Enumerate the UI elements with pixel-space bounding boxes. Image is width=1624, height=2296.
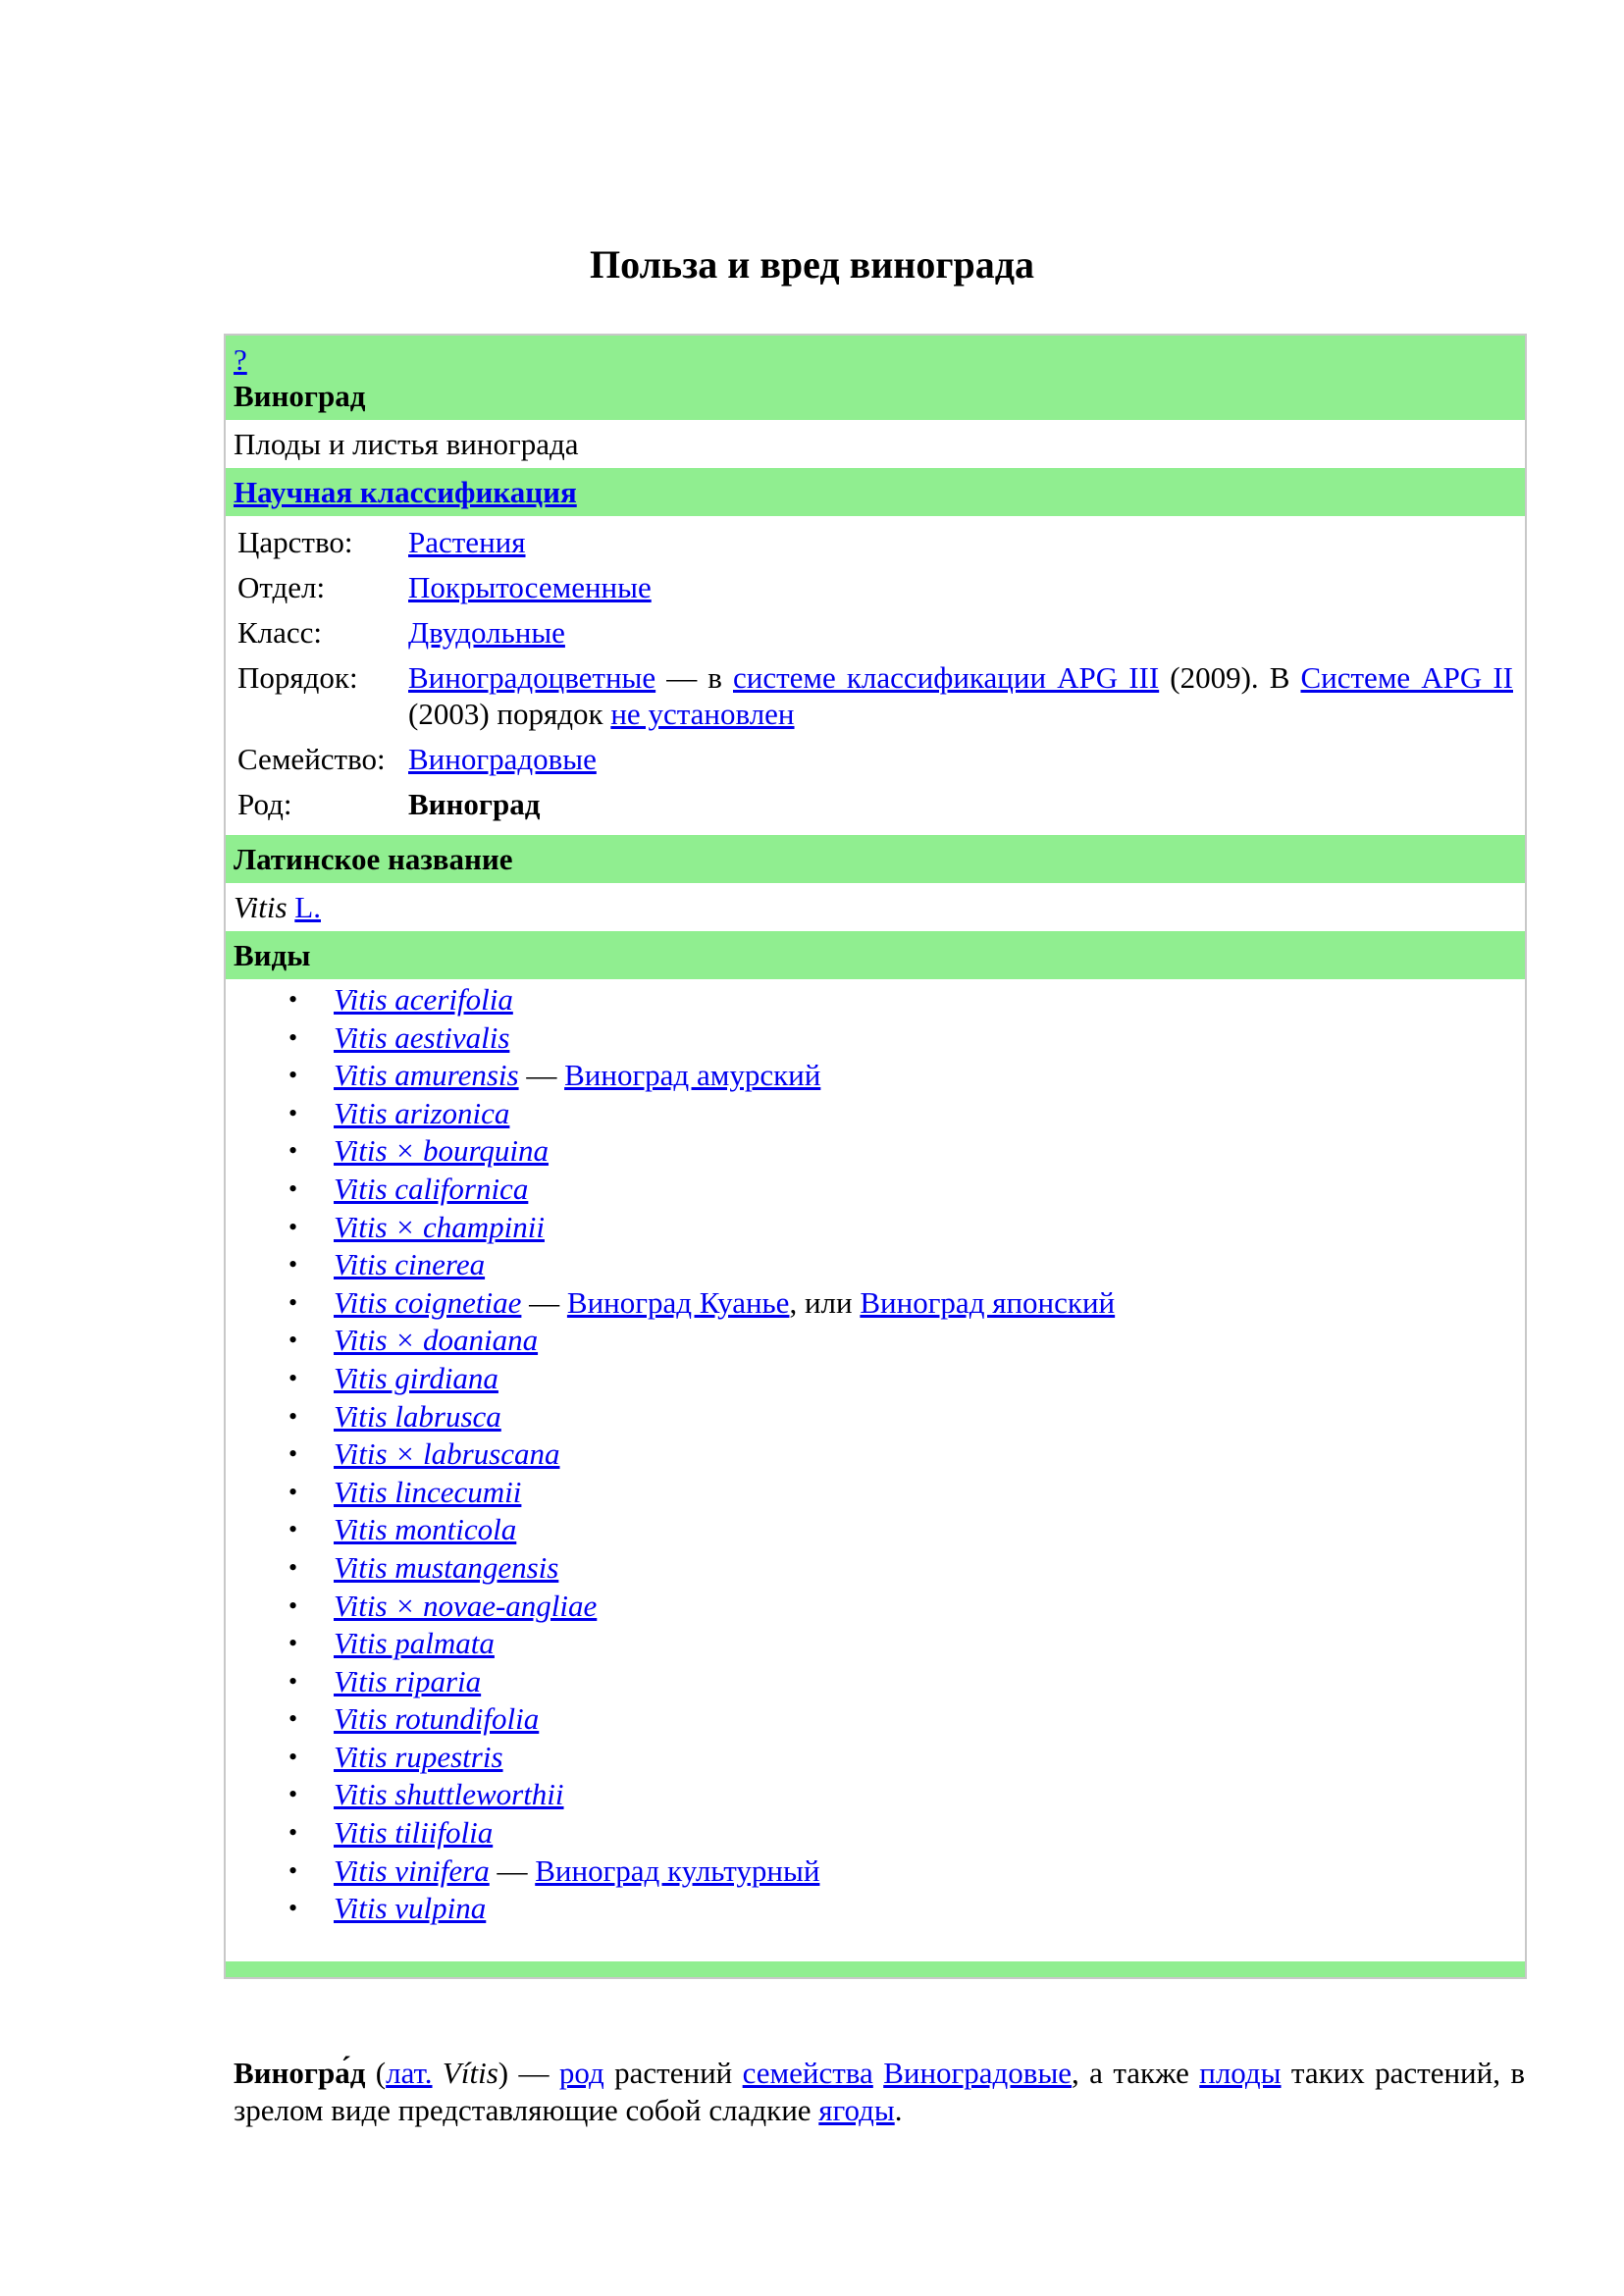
- species-item: [234, 1435, 1517, 1474]
- rank-label: Класс:: [237, 615, 323, 650]
- species-link[interactable]: Vitis × novae-angliae: [334, 1588, 598, 1623]
- species-item: [234, 981, 1517, 1019]
- species-item: [234, 1209, 1517, 1247]
- species-link[interactable]: Vitis vulpina: [334, 1891, 487, 1926]
- species-item: [234, 1132, 1517, 1171]
- species-item: [234, 1625, 1517, 1663]
- species-item: [234, 1739, 1517, 1777]
- species-link[interactable]: Vitis monticola: [334, 1512, 517, 1547]
- species-link[interactable]: Vitis shuttleworthii: [334, 1777, 564, 1812]
- species-item: • Vitis coignetiae — Виноград Куанье, или Виноград японский: [234, 1284, 1517, 1323]
- species-item: [234, 1398, 1517, 1436]
- family-word-link[interactable]: семейства: [742, 2056, 873, 2090]
- species-link[interactable]: Vitis rotundifolia: [334, 1701, 540, 1737]
- species-item: [234, 1246, 1517, 1284]
- species-item: [234, 1171, 1517, 1209]
- species-link[interactable]: Vitis cinerea: [334, 1247, 486, 1282]
- bullet-icon: •: [288, 1780, 298, 1809]
- classification-link[interactable]: Научная классификация: [234, 475, 577, 509]
- classification-row-genus: [237, 786, 1513, 822]
- bullet-icon: •: [288, 1401, 298, 1431]
- species-item: [234, 1511, 1517, 1549]
- common-name-link[interactable]: Виноград японский: [860, 1284, 1116, 1320]
- classification-row-order: [237, 659, 1513, 732]
- species-link[interactable]: Vitis aestivalis: [334, 1019, 510, 1055]
- species-link[interactable]: Vitis × champinii: [334, 1209, 545, 1244]
- taxobox-footer-bar: [226, 1961, 1525, 1977]
- species-item: [234, 1549, 1517, 1588]
- bullet-icon: •: [288, 1629, 298, 1658]
- species-item: [234, 1474, 1517, 1512]
- bullet-icon: •: [288, 1250, 298, 1279]
- bullet-icon: •: [288, 1174, 298, 1203]
- bullet-icon: •: [288, 1098, 298, 1127]
- species-link[interactable]: Vitis girdiana: [334, 1360, 498, 1395]
- bullet-icon: •: [288, 1704, 298, 1734]
- species-link[interactable]: Vitis coignetiae: [334, 1284, 522, 1320]
- apg3-link[interactable]: системе классификации APG III: [733, 660, 1160, 695]
- species-link[interactable]: Vitis arizonica: [334, 1095, 510, 1130]
- classification-table: [226, 516, 1525, 835]
- bullet-icon: •: [288, 1515, 298, 1544]
- species-link[interactable]: Vitis mustangensis: [334, 1549, 559, 1585]
- common-name-link[interactable]: Виноград амурский: [564, 1058, 821, 1093]
- species-item: [234, 1322, 1517, 1360]
- bullet-icon: •: [288, 1894, 298, 1923]
- berries-link[interactable]: ягоды: [818, 2093, 895, 2127]
- species-link[interactable]: Vitis californica: [334, 1171, 529, 1206]
- kingdom-link[interactable]: Растения: [408, 525, 526, 559]
- latin-name: Vitis: [234, 890, 288, 924]
- bullet-icon: •: [288, 1212, 298, 1241]
- rank-label: Род:: [237, 787, 292, 821]
- common-name-link[interactable]: Виноград культурный: [535, 1852, 820, 1888]
- common-name-link[interactable]: Виноград Куанье: [566, 1284, 790, 1320]
- classification-row-division: [237, 569, 1513, 605]
- species-item: [234, 1814, 1517, 1852]
- species-link[interactable]: Vitis riparia: [334, 1663, 482, 1698]
- species-link[interactable]: Vitis × doaniana: [334, 1323, 539, 1358]
- latin-name-row: [226, 883, 1525, 931]
- image-caption: Плоды и листья винограда: [234, 427, 579, 461]
- bullet-icon: •: [288, 985, 298, 1014]
- species-link[interactable]: Vitis vinifera: [334, 1852, 490, 1888]
- bullet-icon: •: [288, 1326, 298, 1355]
- classification-row-kingdom: [237, 524, 1513, 560]
- apg2-link[interactable]: Системе APG II: [1300, 660, 1513, 695]
- latin-author-link[interactable]: L.: [294, 890, 321, 924]
- intro-term: Виногра́д: [234, 2056, 366, 2090]
- species-item: • Vitis vinifera — Виноград культурный: [234, 1852, 1517, 1891]
- bullet-icon: •: [288, 1022, 298, 1052]
- bullet-icon: •: [288, 1742, 298, 1771]
- family-link[interactable]: Виноградовые: [408, 742, 597, 776]
- species-section: [226, 979, 1525, 1961]
- genus-link[interactable]: род: [558, 2056, 604, 2090]
- class-link[interactable]: Двудольные: [408, 615, 565, 650]
- species-link[interactable]: Vitis amurensis: [334, 1058, 519, 1093]
- bullet-icon: •: [288, 1061, 298, 1090]
- vinogradovye-link[interactable]: Виноградовые: [883, 2056, 1073, 2090]
- species-link[interactable]: Vitis rupestris: [334, 1739, 503, 1774]
- order-value: Виноградоцветные — в системе классификации APG III (2009). В Системе APG II (2003) порядок не установлен: [408, 660, 1513, 731]
- species-item: [234, 1095, 1517, 1133]
- species-link[interactable]: Vitis lincecumii: [334, 1474, 522, 1509]
- taxobox: [224, 334, 1527, 1979]
- classification-header: [226, 468, 1525, 516]
- lat-link[interactable]: лат.: [386, 2056, 433, 2090]
- species-link[interactable]: Vitis palmata: [334, 1626, 495, 1661]
- rank-label: Порядок:: [237, 660, 358, 695]
- bullet-icon: •: [288, 1855, 298, 1885]
- species-list: [234, 981, 1517, 1928]
- species-link[interactable]: Vitis tiliifolia: [334, 1815, 494, 1851]
- classification-row-class: [237, 614, 1513, 651]
- species-item: [234, 1890, 1517, 1928]
- fruits-link[interactable]: плоды: [1199, 2056, 1282, 2090]
- species-link[interactable]: Vitis × bourquina: [334, 1133, 549, 1169]
- bullet-icon: •: [288, 1287, 298, 1317]
- question-link[interactable]: ?: [234, 342, 247, 377]
- species-link[interactable]: Vitis acerifolia: [334, 982, 513, 1017]
- latin-name-header: Латинское название: [226, 835, 1525, 883]
- bullet-icon: •: [288, 1439, 298, 1469]
- bullet-icon: •: [288, 1477, 298, 1506]
- species-item: • Vitis amurensis — Виноград амурский: [234, 1057, 1517, 1095]
- intro-paragraph: Виногра́д (лат. Vítis) — род растений семейства Виноградовые, а также плоды таких растений, в зрелом виде представляющие собой сладкие ягоды.: [234, 2056, 1525, 2127]
- page-title: Польза и вред винограда: [590, 242, 1034, 287]
- taxobox-name: Виноград: [234, 379, 366, 413]
- species-item: [234, 1700, 1517, 1739]
- bullet-icon: •: [288, 1591, 298, 1620]
- species-item: [234, 1663, 1517, 1701]
- species-item: [234, 1776, 1517, 1814]
- rank-label: Отдел:: [237, 570, 326, 604]
- rank-label: Семейство:: [237, 742, 386, 776]
- taxobox-title-header: [226, 336, 1525, 420]
- species-link[interactable]: Vitis labrusca: [334, 1398, 501, 1434]
- species-link[interactable]: Vitis × labruscana: [334, 1436, 560, 1472]
- bullet-icon: •: [288, 1818, 298, 1848]
- species-item: [234, 1588, 1517, 1626]
- bullet-icon: •: [288, 1363, 298, 1392]
- species-item: [234, 1019, 1517, 1058]
- bullet-icon: •: [288, 1666, 298, 1696]
- order-link[interactable]: Виноградоцветные: [408, 660, 656, 695]
- rank-label: Царство:: [237, 525, 353, 559]
- bullet-icon: •: [288, 1552, 298, 1582]
- classification-row-family: [237, 741, 1513, 777]
- not-established-link[interactable]: не установлен: [610, 697, 795, 731]
- division-link[interactable]: Покрытосеменные: [408, 570, 652, 604]
- bullet-icon: •: [288, 1136, 298, 1166]
- species-header: Виды: [226, 931, 1525, 979]
- species-item: [234, 1360, 1517, 1398]
- genus-value: Виноград: [408, 787, 541, 821]
